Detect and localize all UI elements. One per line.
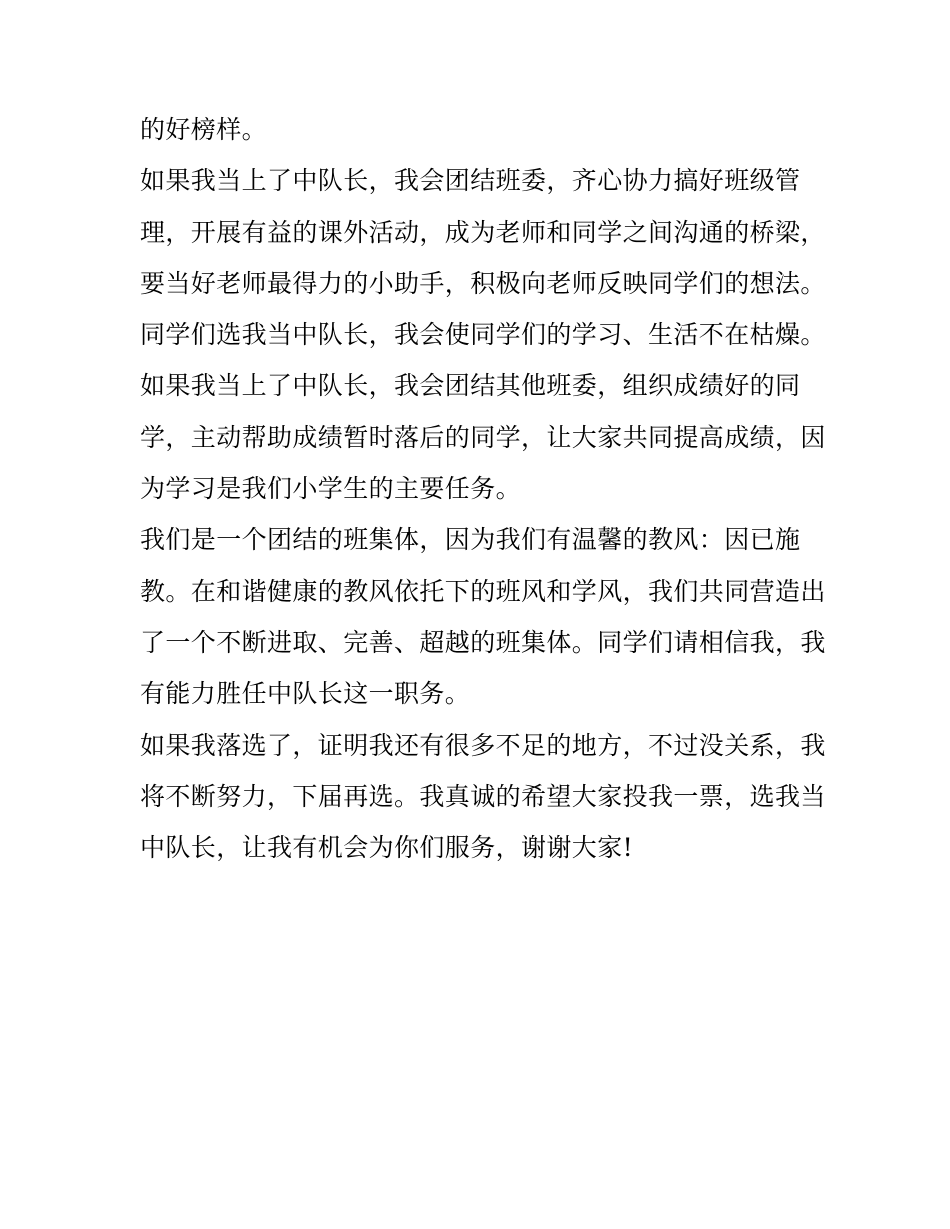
text-line: 有能力胜任中队长这一职务。 bbox=[140, 679, 471, 709]
text-line: 如果我当上了中队长，我会团结班委，齐心协力搞好班级管 bbox=[140, 166, 801, 196]
text-line: 如果我当上了中队长，我会团结其他班委，组织成绩好的同 bbox=[140, 371, 801, 401]
text-line: 的好榜样。 bbox=[140, 115, 268, 144]
text-line: 了一个不断进取、完善、超越的班集体。同学们请相信我，我 bbox=[140, 627, 826, 657]
text-line: 理，开展有益的课外活动，成为老师和同学之间沟通的桥梁， bbox=[140, 217, 826, 247]
text-line: 学，主动帮助成绩暂时落后的同学，让大家共同提高成绩，因 bbox=[140, 422, 826, 452]
text-line: 我们是一个团结的班集体，因为我们有温馨的教风：因已施 bbox=[140, 525, 801, 555]
text-line: 中队长，让我有机会为你们服务，谢谢大家! bbox=[140, 833, 634, 863]
text-line: 教。在和谐健康的教风依托下的班风和学风，我们共同营造出 bbox=[140, 576, 826, 606]
text-line: 为学习是我们小学生的主要任务。 bbox=[140, 474, 522, 504]
text-line: 要当好老师最得力的小助手，积极向老师反映同学们的想法。 bbox=[140, 268, 826, 298]
text-line: 如果我落选了，证明我还有很多不足的地方，不过没关系，我 bbox=[140, 730, 826, 760]
body-text bbox=[140, 104, 826, 873]
text-line: 将不断努力，下届再选。我真诚的希望大家投我一票，选我当 bbox=[140, 781, 826, 811]
text-line: 同学们选我当中队长，我会使同学们的学习、生活不在枯燥。 bbox=[140, 320, 826, 350]
